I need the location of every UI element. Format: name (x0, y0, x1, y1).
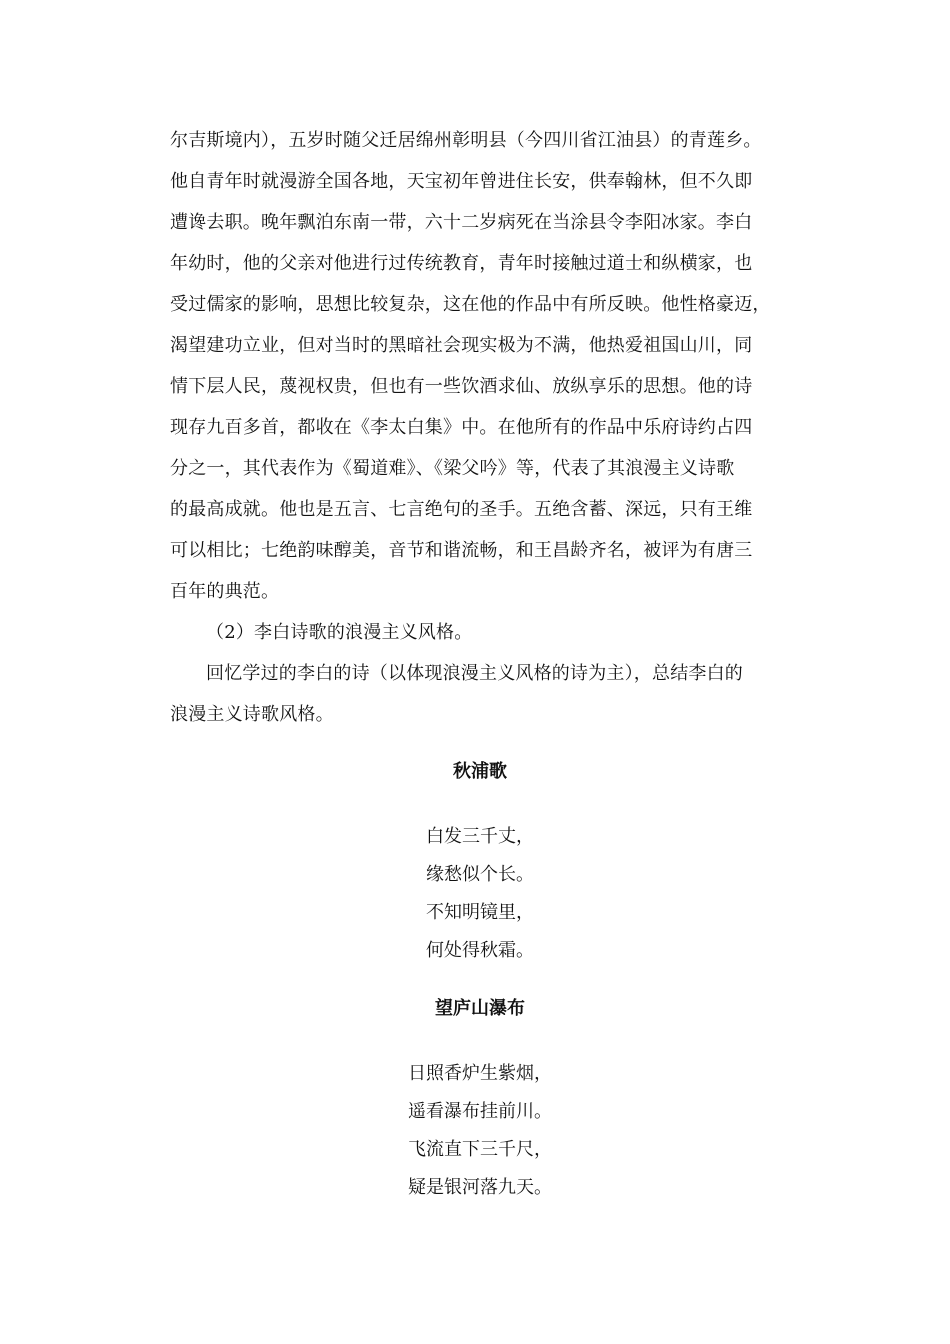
poem-title: 秋浦歌 (453, 761, 507, 782)
poem-line: 缘愁似个长。 (426, 864, 534, 885)
paragraph-line: 情下层人民，蔑视权贵，但也有一些饮酒求仙、放纵享乐的思想。他的诗 (170, 376, 753, 397)
paragraph-line: 遭谗去职。晚年飘泊东南一带，六十二岁病死在当涂县令李阳冰家。李白 (170, 212, 753, 233)
section-heading: （2）李白诗歌的浪漫主义风格。 (206, 622, 473, 643)
paragraph-line: 的最高成就。他也是五言、七言绝句的圣手。五绝含蓄、深远，只有王维 (170, 499, 753, 520)
paragraph-line: 可以相比；七绝韵味醇美，音节和谐流畅，和王昌龄齐名，被评为有唐三 (170, 540, 753, 561)
poem-line: 飞流直下三千尺， (408, 1139, 552, 1160)
paragraph-line: 他自青年时就漫游全国各地，天宝初年曾进住长安，供奉翰林，但不久即 (170, 171, 753, 192)
paragraph-line: 年幼时，他的父亲对他进行过传统教育，青年时接触过道士和纵横家，也 (170, 253, 753, 274)
paragraph-line: 现存九百多首，都收在《李太白集》中。在他所有的作品中乐府诗约占四 (170, 417, 753, 438)
poem-line: 遥看瀑布挂前川。 (408, 1101, 552, 1122)
poem-qiupu-ge (170, 760, 790, 970)
poem-line: 疑是银河落九天。 (408, 1177, 552, 1198)
instruction-line: 回忆学过的李白的诗（以体现浪漫主义风格的诗为主），总结李白的 (206, 663, 743, 684)
poem-line: 日照香炉生紫烟， (408, 1063, 552, 1084)
paragraph-line: 分之一，其代表作为《蜀道难》、《梁父吟》等，代表了其浪漫主义诗歌 (170, 458, 735, 479)
poem-line: 不知明镜里， (426, 902, 534, 923)
poem-wang-lushan-pubu (170, 997, 790, 1207)
instruction-line: 浪漫主义诗歌风格。 (170, 704, 334, 725)
paragraph-line: 渴望建功立业，但对当时的黑暗社会现实极为不满，他热爱祖国山川，同 (170, 335, 753, 356)
paragraph-line: 尔吉斯境内），五岁时随父迁居绵州彰明县（今四川省江油县）的青莲乡。 (170, 130, 762, 151)
paragraph-line: 受过儒家的影响，思想比较复杂，这在他的作品中有所反映。他性格豪迈， (170, 294, 771, 315)
paragraph-line: 百年的典范。 (170, 581, 280, 602)
poem-title: 望庐山瀑布 (435, 998, 525, 1019)
poem-line: 何处得秋霜。 (426, 940, 534, 961)
poem-line: 白发三千丈， (426, 826, 534, 847)
body-text (170, 120, 790, 735)
